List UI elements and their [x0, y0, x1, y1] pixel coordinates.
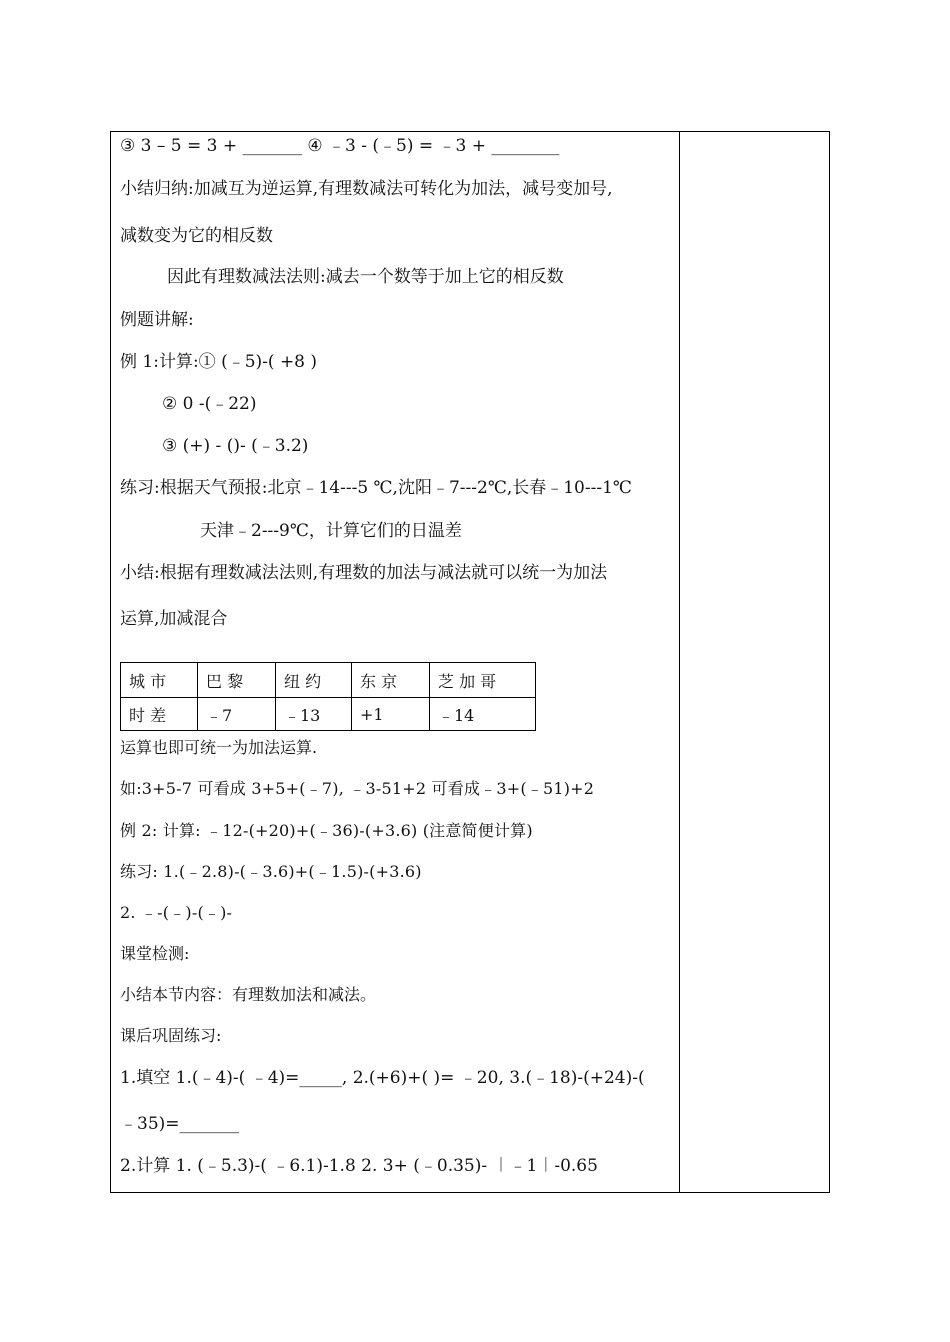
subtraction-rule: 因此有理数减法法则:减去一个数等于加上它的相反数 [167, 267, 564, 287]
example-1-part-2: ② 0 -(﹣22) [162, 394, 257, 414]
calculation-task: 2.计算 1. (﹣5.3)-( ﹣6.1)-1.8 2. 3+ (﹣0.35)- ︱﹣1︱-0.65 [120, 1156, 598, 1176]
unified-addition: 运算也即可统一为加法运算. [120, 738, 318, 757]
example-2: 例 2: 计算: ﹣12-(+20)+(﹣36)-(+3.6) (注意简便计算) [120, 821, 533, 840]
column-divider [679, 131, 680, 1193]
practice-2: 2. ﹣-(﹣)-(﹣)- [120, 903, 233, 922]
examples-heading: 例题讲解: [120, 310, 194, 330]
class-check: 课堂检测: [120, 944, 190, 963]
practice-1: 练习: 1.(﹣2.8)-(﹣3.6)+(﹣1.5)-(+3.6) [120, 862, 422, 881]
exercise-line-3-4: ③ 3 – 5 = 3 + _______ ④ ﹣3 - (﹣5) = ﹣3 + ________ [120, 136, 560, 156]
section-summary: 小结本节内容：有理数加法和减法。 [120, 985, 377, 1004]
example-1-part-3: ③ (+) - ()- (﹣3.2) [162, 436, 309, 456]
summary-line-1: 小结归纳:加减互为逆运算,有理数减法可转化为加法，减号变加号, [120, 179, 613, 199]
example-1-part-1: 例 1:计算:① (﹣5)-( +8 ) [120, 352, 318, 372]
table-cell: +1 [352, 698, 430, 731]
practice-weather-2: 天津﹣2---9℃，计算它们的日温差 [200, 521, 462, 541]
table-cell: 东 京 [352, 663, 430, 698]
table-cell: 城 市 [121, 663, 198, 698]
table-cell: ﹣13 [276, 698, 352, 731]
summary-2-line-1: 小结:根据有理数减法法则,有理数的加法与减法就可以统一为加法 [120, 563, 608, 583]
fill-blank-2: ﹣35)=_______ [120, 1114, 240, 1134]
table-cell: 纽 约 [276, 663, 352, 698]
conversion-example: 如:3+5-7 可看成 3+5+(﹣7), ﹣3-51+2 可看成﹣3+(﹣51)+2 [120, 779, 595, 798]
table-cell: ﹣14 [430, 698, 536, 731]
table-cell: 时 差 [121, 698, 198, 731]
table-cell: 巴 黎 [198, 663, 276, 698]
fill-blank-1: 1.填空 1.(﹣4)-( ﹣4)=_____, 2.(+6)+( )= ﹣20, 3.(﹣18)-(+24)-( [120, 1068, 645, 1088]
table-cell: ﹣7 [198, 698, 276, 731]
homework-heading: 课后巩固练习: [120, 1026, 222, 1045]
summary-line-2: 减数变为它的相反数 [120, 226, 273, 246]
time-difference-table [120, 662, 536, 731]
table-cell: 芝 加 哥 [430, 663, 536, 698]
table-row [121, 698, 536, 731]
practice-weather: 练习:根据天气预报:北京﹣14---5 ℃,沈阳﹣7---2℃,长春﹣10---1℃ [120, 478, 632, 498]
summary-2-line-2: 运算,加减混合 [120, 609, 228, 629]
table-row [121, 663, 536, 698]
